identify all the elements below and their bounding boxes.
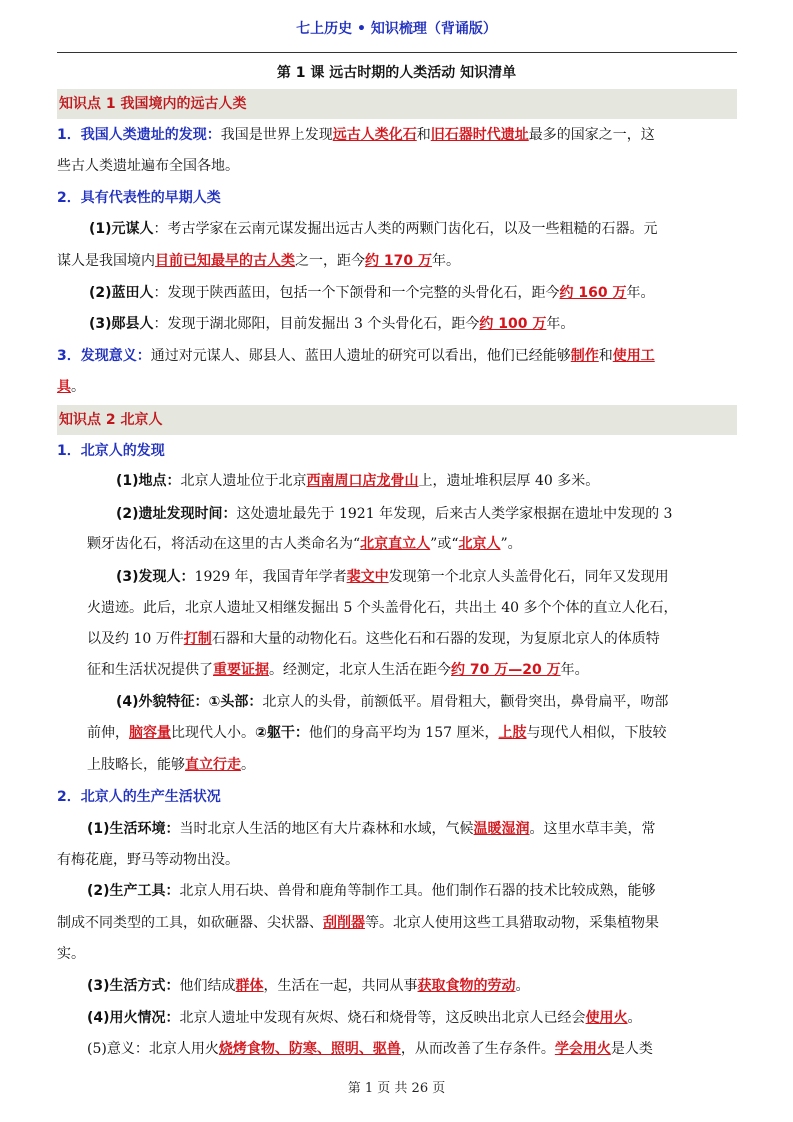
page-footer: 第 1 页 共 26 页 xyxy=(347,1081,446,1096)
key-term: 北京直立人 xyxy=(360,536,431,552)
paragraph-lifestyle: (3)生活方式：他们结成群体，生活在一起，共同从事获取食物的劳动。 xyxy=(87,978,530,994)
key-term: 群体 xyxy=(235,978,264,994)
key-term: 约 170 万 xyxy=(365,253,432,269)
paragraph-line: 些古人类遗址遍布全国各地。 xyxy=(57,158,239,174)
key-term: 约 160 万 xyxy=(559,285,627,301)
lesson-title: 第 1 课 远古时期的人类活动 知识清单 xyxy=(276,65,517,81)
key-term: 北京人 xyxy=(458,536,501,552)
paragraph-yunxian: (3)郧县人：发现于湖北郧阳，目前发掘出 3 个头骨化石，距今约 100 万年。 xyxy=(89,316,575,332)
paragraph-line: 颗牙齿化石，将活动在这里的古人类命名为“北京直立人”或“北京人”。 xyxy=(87,536,522,552)
paragraph-yuanmou: (1)元谋人：考古学家在云南元谋发掘出远古人类的两颗门齿化石，以及一些粗糙的石器。元 xyxy=(89,221,658,237)
header-divider xyxy=(57,52,737,53)
key-term: 获取食物的劳动 xyxy=(417,978,516,994)
paragraph-line: 上肢略长，能够直立行走。 xyxy=(87,757,255,773)
paragraph-discoverer: (3)发现人：1929 年，我国青年学者裴文中发现第一个北京人头盖骨化石，同年又发现用 xyxy=(116,569,669,585)
key-term: 重要证据 xyxy=(213,662,269,678)
key-term: 旧石器时代遗址 xyxy=(430,127,529,143)
paragraph-fire-significance: (5)意义：北京人用火烧烤食物、防寒、照明、驱兽，从而改善了生存条件。学会用火是人类 xyxy=(87,1041,653,1057)
subheading: 1．我国人类遗址的发现： xyxy=(57,127,221,143)
key-term: 脑容量 xyxy=(129,725,171,741)
key-term: 直立行走 xyxy=(185,757,241,773)
key-term: 学会用火 xyxy=(554,1041,611,1057)
paragraph-line: 前伸，脑容量比现代人小。②躯干：他们的身高平均为 157 厘米，上肢与现代人相似，下肢较 xyxy=(87,725,667,741)
paragraph-fire-use: (4)用火情况：北京人遗址中发现有灰烬、烧石和烧骨等，这反映出北京人已经会使用火。 xyxy=(87,1010,642,1026)
key-term: 烧烤食物、防寒、照明、驱兽 xyxy=(218,1041,401,1057)
paragraph-line: 谋人是我国境内目前已知最早的古人类之一，距今约 170 万年。 xyxy=(57,253,460,269)
paragraph-location: (1)地点：北京人遗址位于北京西南周口店龙骨山上，遗址堆积层厚 40 多米。 xyxy=(116,473,600,489)
key-term: 约 70 万—20 万 xyxy=(451,662,561,678)
paragraph-appearance: (4)外貌特征：①头部：北京人的头骨，前额低平。眉骨粗大，颧骨突出，鼻骨扁平，吻部 xyxy=(116,694,669,710)
key-term: 使用工 xyxy=(612,348,655,364)
paragraph-significance: 3．发现意义：通过对元谋人、郧县人、蓝田人遗址的研究可以看出，他们已经能够制作和使用工 xyxy=(57,348,655,364)
key-term: 制作 xyxy=(570,348,599,364)
key-term: 上肢 xyxy=(498,725,527,741)
paragraph-line: 制成不同类型的工具，如砍砸器、尖状器、刮削器等。北京人使用这些工具猎取动物，采集植物果 xyxy=(57,915,659,931)
page-header-title: 七上历史 • 知识梳理（背诵版） xyxy=(296,21,497,37)
paragraph-tools: (2)生产工具：北京人用石块、兽骨和鹿角等制作工具。他们制作石器的技术比较成熟，能够 xyxy=(87,883,656,899)
section-heading-kp1: 知识点 1 我国境内的远古人类 xyxy=(57,89,737,119)
key-term: 使用火 xyxy=(585,1010,628,1026)
key-term: 具 xyxy=(57,379,71,395)
key-term: 打制 xyxy=(183,631,212,647)
subheading: 3．发现意义： xyxy=(57,348,151,364)
subheading-production-life: 2．北京人的生产生活状况 xyxy=(57,789,221,805)
key-term: 温暖湿润 xyxy=(473,821,530,837)
paragraph-line: 具。 xyxy=(57,379,85,395)
paragraph-line: 有梅花鹿，野马等动物出没。 xyxy=(57,852,239,868)
paragraph-kp1-s1: 1．我国人类遗址的发现：我国是世界上发现远古人类化石和旧石器时代遗址最多的国家之一，这 xyxy=(57,127,655,143)
section-heading-kp2: 知识点 2 北京人 xyxy=(57,405,737,435)
key-term: 远古人类化石 xyxy=(332,127,417,143)
key-term: 约 100 万 xyxy=(479,316,547,332)
paragraph-discovery-time: (2)遗址发现时间：这处遗址最先于 1921 年发现，后来古人类学家根据在遗址中发现的 3 xyxy=(116,506,673,522)
key-term: 目前已知最早的古人类 xyxy=(155,253,295,269)
key-term: 刮削器 xyxy=(323,915,365,931)
paragraph-line: 实。 xyxy=(57,946,85,962)
paragraph-environment: (1)生活环境：当时北京人生活的地区有大片森林和水域，气候温暖湿润。这里水草丰美，常 xyxy=(87,821,656,837)
paragraph-line: 征和生活状况提供了重要证据。经测定，北京人生活在距今约 70 万—20 万年。 xyxy=(87,662,589,678)
paragraph-line: 火遗迹。此后，北京人遗址又相继发掘出 5 个头盖骨化石，共出土 40 多个个体的直立人化石， xyxy=(87,600,678,616)
subheading-early-humans: 2．具有代表性的早期人类 xyxy=(57,190,221,206)
paragraph-line: 以及约 10 万件打制石器和大量的动物化石。这些化石和石器的发现，为复原北京人的体质特 xyxy=(87,631,660,647)
subheading-discovery: 1．北京人的发现 xyxy=(57,443,165,459)
paragraph-lantian: (2)蓝田人：发现于陕西蓝田，包括一个下颌骨和一个完整的头骨化石，距今约 160 万年。 xyxy=(89,285,655,301)
key-term: 裴文中 xyxy=(346,569,389,585)
key-term: 西南周口店龙骨山 xyxy=(306,473,419,489)
